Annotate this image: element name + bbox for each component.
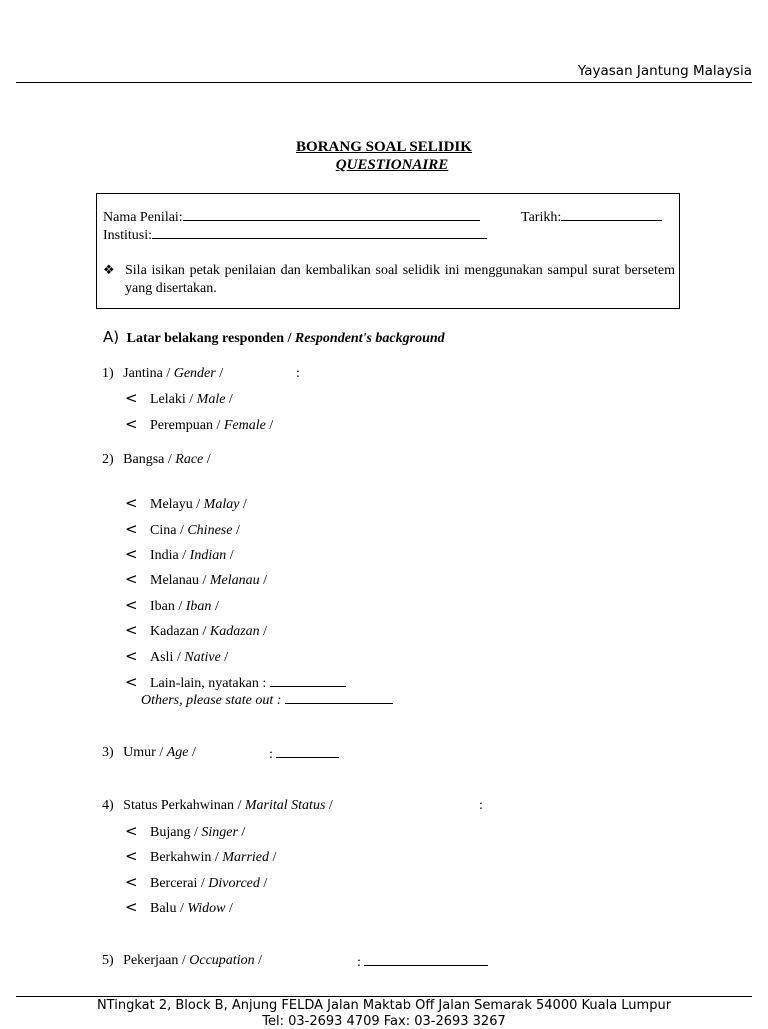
question-marital-status	[102, 798, 333, 814]
option-separator: /	[242, 497, 247, 512]
option-melanau[interactable]	[125, 570, 267, 589]
question-age	[102, 745, 196, 761]
checkbox-icon[interactable]: <	[125, 545, 138, 563]
question-label-en: Age	[166, 745, 189, 760]
occupation-answer	[357, 953, 488, 971]
option-indian[interactable]	[125, 545, 234, 564]
question-label-en: Race	[175, 452, 204, 467]
option-label: Lelaki /	[150, 392, 194, 407]
occupation-field[interactable]	[364, 953, 488, 966]
option-label-en: Divorced	[208, 876, 260, 891]
evaluator-name-field[interactable]	[183, 208, 480, 221]
option-single[interactable]	[125, 822, 245, 841]
option-separator: /	[263, 573, 268, 588]
option-label-en: Female	[223, 418, 266, 433]
question-separator: /	[328, 798, 333, 813]
section-title-en: Respondent's background	[294, 331, 445, 346]
organization-name: Yayasan Jantung Malaysia	[577, 63, 752, 79]
checkbox-icon[interactable]: <	[125, 415, 138, 433]
option-separator: /	[228, 901, 233, 916]
question-race	[102, 452, 211, 468]
option-label-en: Married	[222, 850, 269, 865]
checkbox-icon[interactable]: <	[125, 621, 138, 639]
question-label: Status Perkahwinan /	[123, 798, 242, 813]
option-separator: /	[228, 392, 233, 407]
question-number: 5)	[102, 953, 114, 968]
question-separator: /	[219, 366, 224, 381]
question-label-en: Occupation	[189, 953, 255, 968]
option-label-en: Singer	[201, 825, 238, 840]
option-separator: /	[235, 523, 240, 538]
institution-label: Institusi:	[103, 228, 153, 243]
option-separator: /	[269, 418, 274, 433]
question-number: 2)	[102, 452, 114, 467]
date-row	[521, 208, 662, 226]
option-label: Bujang /	[150, 825, 198, 840]
checkbox-icon[interactable]: <	[125, 673, 138, 691]
header-divider	[16, 82, 752, 83]
age-field[interactable]	[276, 745, 339, 758]
option-label-en: Iban	[185, 599, 212, 614]
option-label-en: Chinese	[187, 523, 233, 538]
option-label: Melanau /	[150, 573, 207, 588]
gender-colon: :	[296, 366, 300, 381]
option-label-en: Indian	[189, 548, 227, 563]
marital-colon: :	[479, 798, 483, 813]
others-field[interactable]	[270, 674, 346, 687]
others-field-en[interactable]	[285, 691, 393, 704]
footer-contact: Tel: 03-2693 4709 Fax: 03-2693 3267	[262, 1014, 506, 1029]
question-label: Umur /	[123, 745, 164, 760]
question-number: 4)	[102, 798, 114, 813]
option-separator: /	[214, 599, 219, 614]
option-malay[interactable]	[125, 494, 247, 513]
question-separator: /	[258, 953, 262, 968]
section-title: Latar belakang responden /	[126, 331, 292, 346]
date-label: Tarikh:	[521, 210, 562, 225]
option-kadazan[interactable]	[125, 621, 267, 640]
option-male[interactable]	[125, 389, 233, 408]
option-separator: /	[224, 650, 229, 665]
question-separator: /	[192, 745, 196, 760]
section-a-heading	[103, 328, 445, 347]
option-label-en: Male	[196, 392, 226, 407]
option-separator: /	[241, 825, 246, 840]
option-divorced[interactable]	[125, 873, 267, 892]
question-separator: /	[206, 452, 211, 467]
option-others[interactable]	[125, 673, 346, 692]
question-gender	[102, 366, 223, 382]
option-label: Kadazan /	[150, 624, 207, 639]
footer-divider	[16, 996, 752, 997]
option-chinese[interactable]	[125, 520, 240, 539]
checkbox-icon[interactable]: <	[125, 898, 138, 916]
option-separator: /	[263, 624, 268, 639]
option-label: Bercerai /	[150, 876, 205, 891]
option-label: Lain-lain, nyatakan :	[150, 676, 267, 691]
option-female[interactable]	[125, 415, 273, 434]
option-label-en: Malay	[203, 497, 240, 512]
section-letter: A)	[103, 328, 120, 346]
checkbox-icon[interactable]: <	[125, 596, 138, 614]
option-label-en: Native	[184, 650, 221, 665]
occupation-colon: :	[357, 955, 361, 970]
option-label: Perempuan /	[150, 418, 221, 433]
question-label-en: Marital Status	[244, 798, 326, 813]
diamond-bullet-icon: ❖	[103, 262, 115, 277]
question-label: Pekerjaan /	[123, 953, 186, 968]
checkbox-icon[interactable]: <	[125, 847, 138, 865]
evaluator-name-row	[103, 208, 480, 226]
institution-field[interactable]	[152, 226, 487, 239]
footer-address: NTingkat 2, Block B, Anjung FELDA Jalan Maktab Off Jalan Semarak 54000 Kuala Lumpur	[96, 998, 672, 1013]
checkbox-icon[interactable]: <	[125, 647, 138, 665]
date-field[interactable]	[561, 208, 662, 221]
question-label: Bangsa /	[123, 452, 172, 467]
form-title: BORANG SOAL SELIDIK	[296, 139, 472, 155]
option-label-en: Kadazan	[209, 624, 260, 639]
option-label: Asli /	[150, 650, 181, 665]
option-label: Cina /	[150, 523, 184, 538]
question-number: 3)	[102, 745, 114, 760]
option-label-en: Widow	[187, 901, 226, 916]
question-number: 1)	[102, 366, 114, 381]
option-label: Berkahwin /	[150, 850, 219, 865]
option-label-en: Melanau	[209, 573, 260, 588]
question-label-en: Gender	[173, 366, 216, 381]
option-native[interactable]	[125, 647, 228, 666]
checkbox-icon[interactable]: <	[125, 494, 138, 512]
age-answer	[269, 745, 339, 763]
option-separator: /	[272, 850, 277, 865]
checkbox-icon[interactable]: <	[125, 389, 138, 407]
checkbox-icon[interactable]: <	[125, 520, 138, 538]
checkbox-icon[interactable]: <	[125, 570, 138, 588]
question-occupation	[102, 953, 262, 969]
option-widow[interactable]	[125, 898, 233, 917]
option-label: Balu /	[150, 901, 184, 916]
option-married[interactable]	[125, 847, 276, 866]
option-separator: /	[263, 876, 268, 891]
option-label: Melayu /	[150, 497, 201, 512]
option-label: India /	[150, 548, 187, 563]
age-colon: :	[269, 747, 273, 762]
option-separator: /	[229, 548, 234, 563]
checkbox-icon[interactable]: <	[125, 873, 138, 891]
option-label: Iban /	[150, 599, 183, 614]
checkbox-icon[interactable]: <	[125, 822, 138, 840]
option-iban[interactable]	[125, 596, 219, 615]
form-subtitle: QUESTIONAIRE	[335, 157, 449, 173]
question-label: Jantina /	[123, 366, 171, 381]
evaluator-name-label: Nama Penilai:	[103, 210, 183, 225]
instruction-note: Sila isikan petak penilaian dan kembalikan soal selidik ini menggunakan sampul surat bersetem yang disertakan.	[125, 263, 675, 296]
institution-row	[103, 226, 487, 244]
option-label-en: Others, please state out :	[141, 693, 282, 708]
option-others-en	[141, 691, 393, 709]
